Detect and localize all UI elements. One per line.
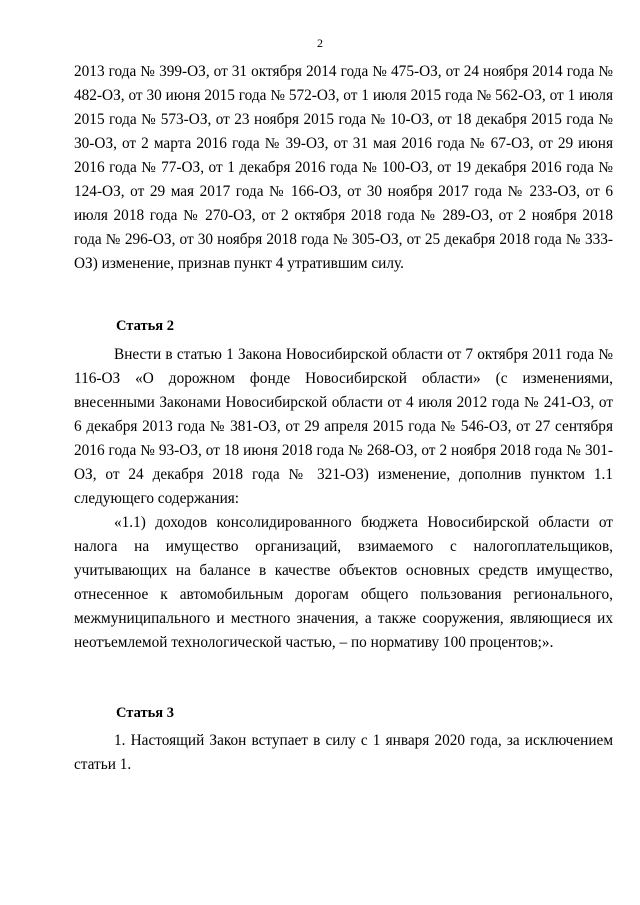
article2-paragraph-2: «1.1) доходов консолидированного бюджета Новосибирской области от налога на имущество организаций, взимаемого с налогоплательщиков, учитывающих на балансе в качестве объектов основных средств имущество, отнесенное к автомобильным дорогам общего пользования регионального, межмуниципального и местного значения, а также сооружения, являющиеся их неотъемлемой технологической частью, – по нормативу 100 процентов;».	[74, 514, 613, 651]
continuation-paragraph: 2013 года № 399-ОЗ, от 31 октября 2014 года № 475-ОЗ, от 24 ноября 2014 года № 482-ОЗ, от 30 июня 2015 года № 572-ОЗ, от 1 июля 2015 года № 562-ОЗ, от 1 июля 2015 года № 573-ОЗ, от 23 ноября 2015 года № 10-ОЗ, от 18 декабря 2015 года № 30-ОЗ, от 2 марта 2016 года № 39-ОЗ, от 31 мая 2016 года № 67-ОЗ, от 29 июня 2016 года № 77-ОЗ, от 1 декабря 2016 года № 100-ОЗ, от 19 декабря 2016 года № 124-ОЗ, от 29 мая 2017 года № 166-ОЗ, от 30 ноября 2017 года № 233-ОЗ, от 6 июля 2018 года № 270-ОЗ, от 2 октября 2018 года № 289-ОЗ, от 2 ноября 2018 года № 296-ОЗ, от 30 ноября 2018 года № 305-ОЗ, от 25 декабря 2018 года № 333-ОЗ) изменение, признав пункт 4 утратившим силу.	[74, 63, 613, 272]
article2-paragraph-1: Внести в статью 1 Закона Новосибирской области от 7 октября 2011 года № 116-ОЗ «О дорожном фонде Новосибирской области» (с изменениями, внесенными Законами Новосибирской области от 4 июля 2012 года № 241-ОЗ, от 6 декабря 2013 года № 381-ОЗ, от 29 апреля 2015 года № 546-ОЗ, от 27 сентября 2016 года № 93-ОЗ, от 18 июня 2018 года № 268-ОЗ, от 2 ноября 2018 года № 301-ОЗ, от 24 декабря 2018 года № 321-ОЗ) изменение, дополнив пунктом 1.1 следующего содержания:	[74, 346, 613, 507]
article2-heading: Статья 2	[116, 318, 174, 334]
article2-body	[74, 343, 613, 655]
article3-paragraph-1: 1. Настоящий Закон вступает в силу с 1 января 2020 года, за исключением статьи 1.	[74, 732, 613, 773]
article1-continuation	[74, 60, 613, 276]
article3-heading: Статья 3	[116, 705, 174, 721]
page-number: 2	[317, 36, 323, 50]
article3-body	[74, 729, 613, 777]
